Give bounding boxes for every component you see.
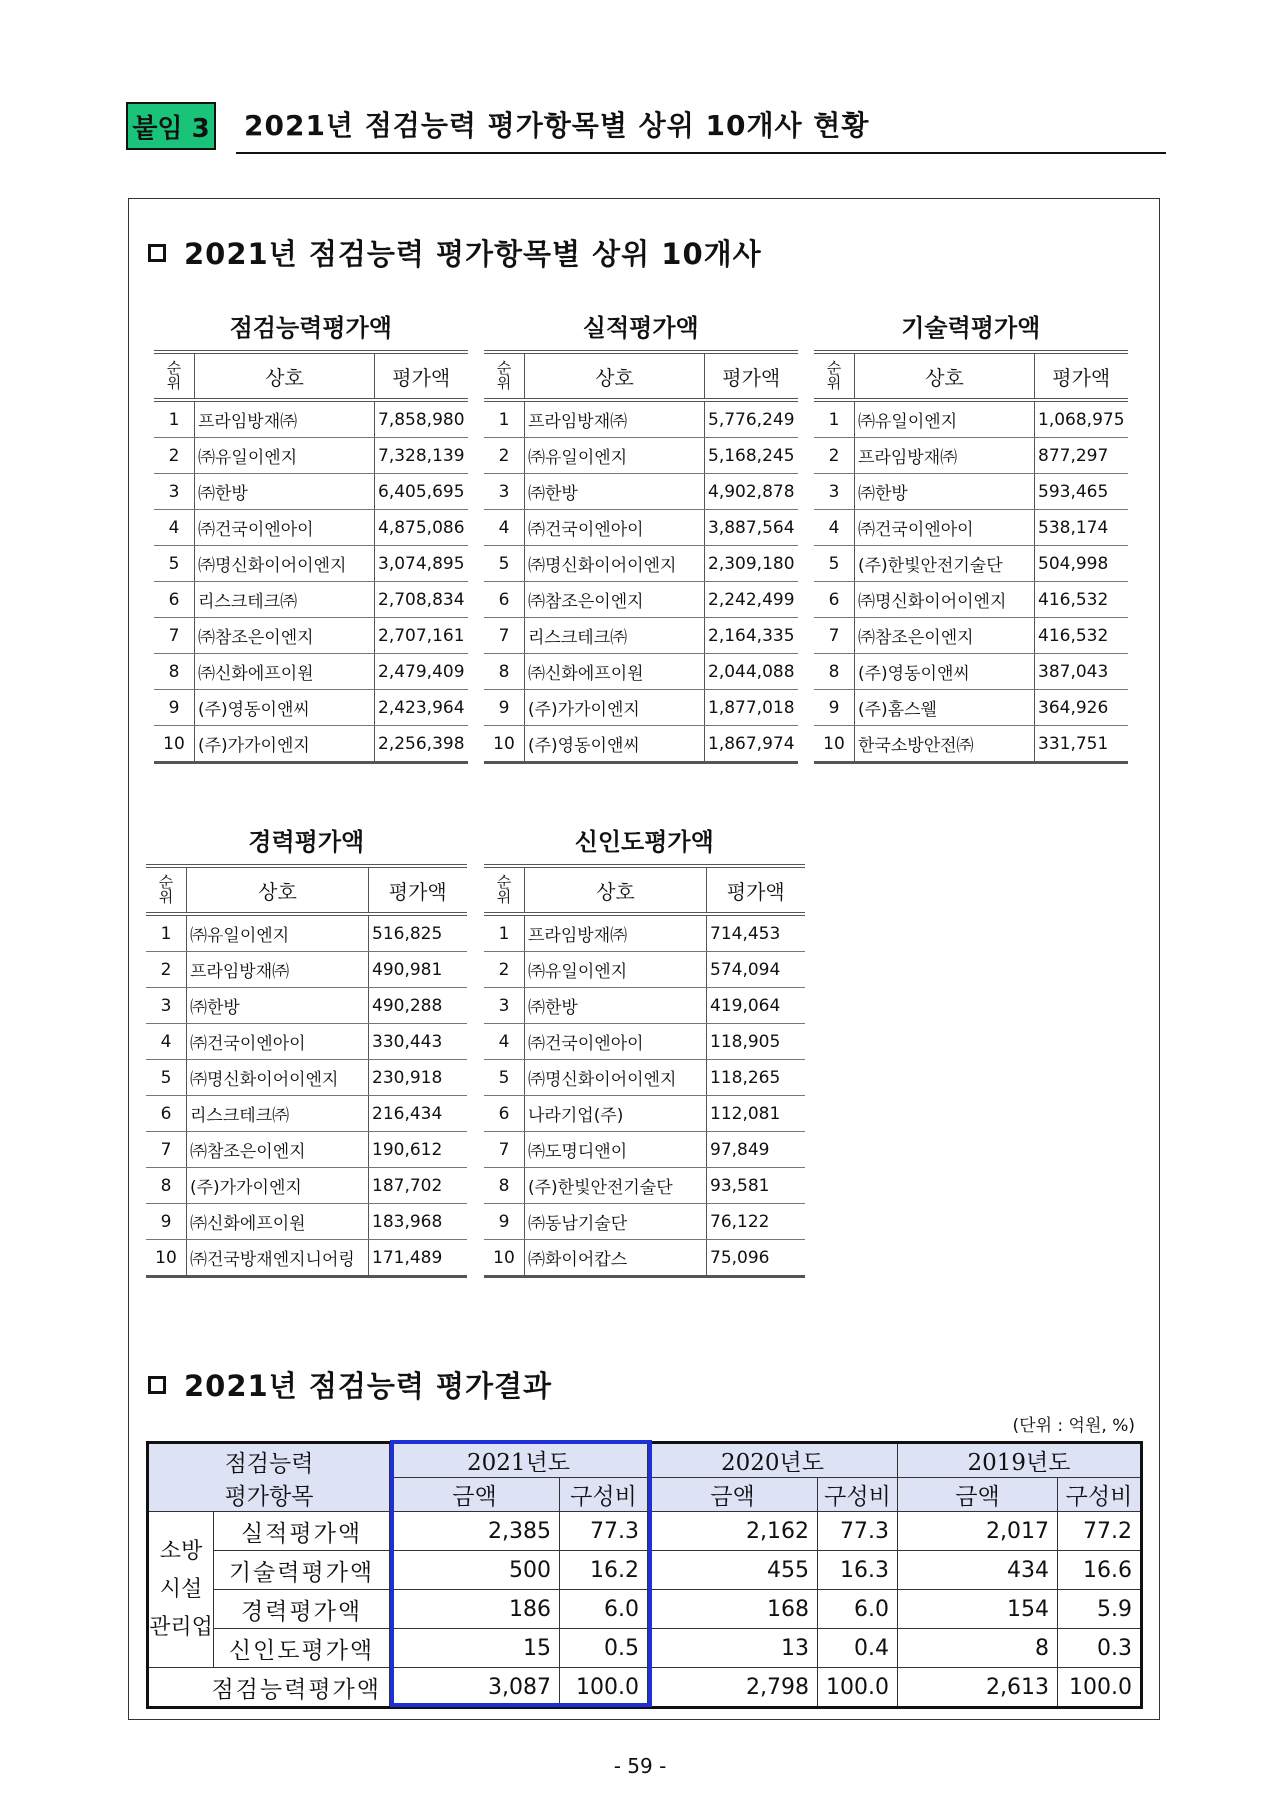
item-label: 점검능력평가액: [148, 1668, 390, 1708]
company-cell: (주)가가이엔지: [187, 1168, 369, 1204]
header-amount: 평가액: [1035, 352, 1128, 400]
header-amount: 평가액: [707, 866, 805, 914]
header-amount: 금액: [390, 1478, 560, 1512]
rank-cell: 2: [484, 952, 525, 988]
amount-cell: 2,309,180: [705, 546, 798, 582]
header-amount: 평가액: [705, 352, 798, 400]
company-cell: 프라임방재㈜: [195, 400, 375, 438]
rank-cell: 9: [154, 690, 195, 726]
section-title-results: [148, 1364, 552, 1405]
amount-cell: 118,265: [707, 1060, 805, 1096]
amount-cell: 8: [898, 1629, 1058, 1668]
company-cell: 한국소방안전㈜: [855, 726, 1035, 763]
section-title-top10: [148, 232, 762, 273]
rank-cell: 6: [814, 582, 855, 618]
ranking-performance: [484, 310, 798, 764]
rank-cell: 1: [814, 400, 855, 438]
header-amount: 금액: [648, 1478, 818, 1512]
rank-cell: 9: [484, 690, 525, 726]
company-cell: ㈜명신화이어이엔지: [187, 1060, 369, 1096]
ratio-cell: 77.3: [560, 1512, 648, 1551]
rank-cell: 6: [146, 1096, 187, 1132]
table-row: [146, 1096, 467, 1132]
results-table: [146, 1441, 1143, 1709]
company-cell: (주)영동이앤씨: [525, 726, 705, 763]
rank-cell: 10: [484, 726, 525, 763]
ratio-cell: 6.0: [818, 1590, 898, 1629]
amount-cell: 1,867,974: [705, 726, 798, 763]
company-cell: ㈜한방: [525, 474, 705, 510]
title-underline: [236, 152, 1166, 154]
page-header: [126, 102, 1166, 154]
amount-cell: 13: [648, 1629, 818, 1668]
rank-cell: 7: [484, 1132, 525, 1168]
company-cell: ㈜유일이엔지: [855, 400, 1035, 438]
rank-cell: 1: [484, 914, 525, 952]
rank-cell: 2: [484, 438, 525, 474]
amount-cell: 455: [648, 1551, 818, 1590]
table-row: [148, 1629, 1142, 1668]
rank-cell: 3: [146, 988, 187, 1024]
ratio-cell: 0.4: [818, 1629, 898, 1668]
table-row: [814, 654, 1128, 690]
rank-cell: 6: [154, 582, 195, 618]
table-row: [814, 618, 1128, 654]
table-row: [148, 1512, 1142, 1551]
table-row: [146, 1204, 467, 1240]
amount-cell: 230,918: [369, 1060, 467, 1096]
rank-cell: 2: [154, 438, 195, 474]
ratio-cell: 0.3: [1058, 1629, 1142, 1668]
rank-cell: 9: [146, 1204, 187, 1240]
rank-cell: 4: [154, 510, 195, 546]
amount-cell: 2,385: [390, 1512, 560, 1551]
rank-cell: 5: [484, 546, 525, 582]
amount-cell: 154: [898, 1590, 1058, 1629]
amount-cell: 516,825: [369, 914, 467, 952]
table-row: [146, 952, 467, 988]
ranking-table: [146, 864, 467, 1278]
amount-cell: 7,328,139: [375, 438, 468, 474]
table-row: [814, 474, 1128, 510]
rank-cell: 1: [154, 400, 195, 438]
amount-cell: 4,902,878: [705, 474, 798, 510]
rank-cell: 7: [154, 618, 195, 654]
table-row: [148, 1590, 1142, 1629]
company-cell: ㈜명신화이어이엔지: [195, 546, 375, 582]
amount-cell: 97,849: [707, 1132, 805, 1168]
amount-cell: 15: [390, 1629, 560, 1668]
rank-cell: 3: [154, 474, 195, 510]
company-cell: 프라임방재㈜: [187, 952, 369, 988]
amount-cell: 183,968: [369, 1204, 467, 1240]
header-year: 2021년도: [390, 1443, 648, 1478]
header-rank: 순 위: [146, 866, 187, 914]
ratio-cell: 77.2: [1058, 1512, 1142, 1551]
company-cell: ㈜동남기술단: [525, 1204, 707, 1240]
table-row: [146, 914, 467, 952]
company-cell: ㈜신화에프이원: [187, 1204, 369, 1240]
table-row: [484, 726, 798, 763]
rank-cell: 7: [484, 618, 525, 654]
ratio-cell: 77.3: [818, 1512, 898, 1551]
amount-cell: 574,094: [707, 952, 805, 988]
company-cell: ㈜한방: [855, 474, 1035, 510]
rank-cell: 6: [484, 1096, 525, 1132]
ranking-reliability: [484, 824, 805, 1278]
amount-cell: 593,465: [1035, 474, 1128, 510]
amount-cell: 490,981: [369, 952, 467, 988]
rank-cell: 10: [484, 1240, 525, 1277]
company-cell: (주)영동이앤씨: [855, 654, 1035, 690]
header-rank: 순 위: [484, 352, 525, 400]
header-rank: 순 위: [484, 866, 525, 914]
ratio-cell: 0.5: [560, 1629, 648, 1668]
rank-cell: 6: [484, 582, 525, 618]
group-label: 소방 시설 관리업: [148, 1512, 214, 1668]
table-row: [154, 438, 468, 474]
ratio-cell: 5.9: [1058, 1590, 1142, 1629]
results-table-wrap: [146, 1441, 1143, 1709]
amount-cell: 3,887,564: [705, 510, 798, 546]
company-cell: ㈜건국이엔아이: [525, 510, 705, 546]
company-cell: ㈜유일이엔지: [525, 438, 705, 474]
company-cell: (주)홈스웰: [855, 690, 1035, 726]
table-row: [146, 1168, 467, 1204]
company-cell: 프라임방재㈜: [525, 400, 705, 438]
ranking-technical: [814, 310, 1128, 764]
table-row: [154, 618, 468, 654]
table-row: [484, 654, 798, 690]
table-row: [814, 726, 1128, 763]
rank-cell: 1: [146, 914, 187, 952]
rank-cell: 10: [814, 726, 855, 763]
rank-cell: 10: [146, 1240, 187, 1277]
amount-cell: 112,081: [707, 1096, 805, 1132]
ratio-cell: 16.2: [560, 1551, 648, 1590]
rank-cell: 3: [484, 474, 525, 510]
header-company: 상호: [525, 352, 705, 400]
header-company: 상호: [525, 866, 707, 914]
amount-cell: 93,581: [707, 1168, 805, 1204]
amount-cell: 190,612: [369, 1132, 467, 1168]
rank-cell: 4: [484, 510, 525, 546]
table-row: [146, 988, 467, 1024]
amount-cell: 330,443: [369, 1024, 467, 1060]
company-cell: ㈜참조은이엔지: [525, 582, 705, 618]
amount-cell: 3,074,895: [375, 546, 468, 582]
table-row: [146, 1024, 467, 1060]
rank-cell: 5: [154, 546, 195, 582]
rank-cell: 5: [146, 1060, 187, 1096]
company-cell: ㈜명신화이어이엔지: [525, 546, 705, 582]
rank-cell: 7: [814, 618, 855, 654]
company-cell: ㈜한방: [525, 988, 707, 1024]
ratio-cell: 100.0: [1058, 1668, 1142, 1708]
amount-cell: 2,162: [648, 1512, 818, 1551]
ratio-cell: 6.0: [560, 1590, 648, 1629]
table-row: [484, 400, 798, 438]
ratio-cell: 100.0: [560, 1668, 648, 1708]
amount-cell: 3,087: [390, 1668, 560, 1708]
header-rank: 순 위: [154, 352, 195, 400]
amount-cell: 1,877,018: [705, 690, 798, 726]
amount-cell: 500: [390, 1551, 560, 1590]
company-cell: ㈜참조은이엔지: [195, 618, 375, 654]
company-cell: 리스크테크㈜: [187, 1096, 369, 1132]
header-rank: 순 위: [814, 352, 855, 400]
rank-cell: 7: [146, 1132, 187, 1168]
amount-cell: 364,926: [1035, 690, 1128, 726]
rank-cell: 5: [484, 1060, 525, 1096]
ranking-table: [814, 350, 1128, 764]
rank-cell: 9: [814, 690, 855, 726]
rank-cell: 5: [814, 546, 855, 582]
header-ratio: 구성비: [560, 1478, 648, 1512]
ratio-cell: 16.3: [818, 1551, 898, 1590]
amount-cell: 416,532: [1035, 618, 1128, 654]
ranking-inspection-total: [154, 310, 468, 764]
rank-cell: 1: [484, 400, 525, 438]
rank-cell: 4: [484, 1024, 525, 1060]
header-company: 상호: [187, 866, 369, 914]
amount-cell: 2,164,335: [705, 618, 798, 654]
ranking-title: 경력평가액: [248, 828, 365, 856]
rank-cell: 3: [484, 988, 525, 1024]
header-amount: 평가액: [375, 352, 468, 400]
table-row: [814, 582, 1128, 618]
table-row: [814, 546, 1128, 582]
amount-cell: 2,017: [898, 1512, 1058, 1551]
amount-cell: 416,532: [1035, 582, 1128, 618]
company-cell: ㈜유일이엔지: [525, 952, 707, 988]
item-label: 경력평가액: [214, 1590, 390, 1629]
table-row: [146, 1132, 467, 1168]
amount-cell: 216,434: [369, 1096, 467, 1132]
amount-cell: 75,096: [707, 1240, 805, 1277]
table-row: [484, 952, 805, 988]
table-row: [148, 1551, 1142, 1590]
amount-cell: 186: [390, 1590, 560, 1629]
table-row: [484, 1168, 805, 1204]
company-cell: ㈜한방: [195, 474, 375, 510]
amount-cell: 1,068,975: [1035, 400, 1128, 438]
item-label: 실적평가액: [214, 1512, 390, 1551]
checkbox-bullet-icon: [148, 1376, 166, 1394]
amount-cell: 7,858,980: [375, 400, 468, 438]
company-cell: ㈜참조은이엔지: [187, 1132, 369, 1168]
company-cell: 리스크테크㈜: [195, 582, 375, 618]
amount-cell: 490,288: [369, 988, 467, 1024]
table-row: [484, 1204, 805, 1240]
header-amount: 평가액: [369, 866, 467, 914]
amount-cell: 2,798: [648, 1668, 818, 1708]
table-row: [146, 1060, 467, 1096]
ranking-table: [484, 350, 798, 764]
rank-cell: 8: [154, 654, 195, 690]
table-row: [484, 1096, 805, 1132]
company-cell: ㈜유일이엔지: [187, 914, 369, 952]
attachment-tag: 붙임 3: [126, 102, 216, 150]
rank-cell: 3: [814, 474, 855, 510]
table-row: [154, 510, 468, 546]
rank-cell: 2: [814, 438, 855, 474]
ranking-career: [146, 824, 467, 1278]
table-row: [484, 546, 798, 582]
company-cell: (주)가가이엔지: [195, 726, 375, 763]
amount-cell: 5,776,249: [705, 400, 798, 438]
amount-cell: 2,242,499: [705, 582, 798, 618]
amount-cell: 5,168,245: [705, 438, 798, 474]
table-row: [484, 1024, 805, 1060]
table-row: [154, 726, 468, 763]
header-year: 2019년도: [898, 1443, 1142, 1478]
rank-cell: 4: [814, 510, 855, 546]
company-cell: ㈜신화에프이원: [195, 654, 375, 690]
amount-cell: 6,405,695: [375, 474, 468, 510]
table-row: [484, 510, 798, 546]
amount-cell: 76,122: [707, 1204, 805, 1240]
company-cell: ㈜건국이엔아이: [855, 510, 1035, 546]
company-cell: ㈜건국이엔아이: [187, 1024, 369, 1060]
rank-cell: 10: [154, 726, 195, 763]
item-label: 신인도평가액: [214, 1629, 390, 1668]
amount-cell: 538,174: [1035, 510, 1128, 546]
table-row: [484, 1060, 805, 1096]
table-row: [814, 438, 1128, 474]
table-row: [484, 438, 798, 474]
page-title: 2021년 점검능력 평가항목별 상위 10개사 현황: [244, 109, 870, 142]
company-cell: ㈜신화에프이원: [525, 654, 705, 690]
table-row: [484, 474, 798, 510]
header-ratio: 구성비: [818, 1478, 898, 1512]
company-cell: 나라기업(주): [525, 1096, 707, 1132]
table-row: [146, 1240, 467, 1277]
table-row: [484, 582, 798, 618]
amount-cell: 2,423,964: [375, 690, 468, 726]
company-cell: (주)한빛안전기술단: [855, 546, 1035, 582]
company-cell: ㈜건국이엔아이: [525, 1024, 707, 1060]
company-cell: (주)한빛안전기술단: [525, 1168, 707, 1204]
table-row: [154, 546, 468, 582]
company-cell: ㈜참조은이엔지: [855, 618, 1035, 654]
ranking-title: 기술력평가액: [901, 314, 1041, 342]
amount-cell: 877,297: [1035, 438, 1128, 474]
table-row: [484, 1132, 805, 1168]
table-row: [814, 510, 1128, 546]
ranking-table: [154, 350, 468, 764]
amount-cell: 2,479,409: [375, 654, 468, 690]
ranking-title: 점검능력평가액: [229, 314, 392, 342]
rank-cell: 8: [814, 654, 855, 690]
rank-cell: 2: [146, 952, 187, 988]
header-company: 상호: [855, 352, 1035, 400]
amount-cell: 504,998: [1035, 546, 1128, 582]
rank-cell: 8: [146, 1168, 187, 1204]
amount-cell: 2,256,398: [375, 726, 468, 763]
table-row: [814, 400, 1128, 438]
amount-cell: 331,751: [1035, 726, 1128, 763]
header-company: 상호: [195, 352, 375, 400]
company-cell: ㈜명신화이어이엔지: [525, 1060, 707, 1096]
unit-label: (단위 : 억원, %): [1012, 1416, 1135, 1436]
amount-cell: 419,064: [707, 988, 805, 1024]
amount-cell: 714,453: [707, 914, 805, 952]
table-row: [154, 474, 468, 510]
page-number: - 59 -: [613, 1754, 667, 1778]
amount-cell: 387,043: [1035, 654, 1128, 690]
table-row: [154, 400, 468, 438]
header-year: 2020년도: [648, 1443, 898, 1478]
company-cell: ㈜도명디앤이: [525, 1132, 707, 1168]
amount-cell: 118,905: [707, 1024, 805, 1060]
table-row: [484, 914, 805, 952]
amount-cell: 2,707,161: [375, 618, 468, 654]
section-title-text: 2021년 점검능력 평가항목별 상위 10개사: [184, 237, 762, 271]
rank-cell: 9: [484, 1204, 525, 1240]
amount-cell: 187,702: [369, 1168, 467, 1204]
company-cell: (주)가가이엔지: [525, 690, 705, 726]
company-cell: ㈜건국이엔아이: [195, 510, 375, 546]
amount-cell: 434: [898, 1551, 1058, 1590]
table-row: [154, 654, 468, 690]
amount-cell: 2,613: [898, 1668, 1058, 1708]
ranking-table: [484, 864, 805, 1278]
amount-cell: 4,875,086: [375, 510, 468, 546]
checkbox-bullet-icon: [148, 244, 166, 262]
company-cell: (주)영동이앤씨: [195, 690, 375, 726]
rank-cell: 8: [484, 1168, 525, 1204]
company-cell: ㈜화이어캅스: [525, 1240, 707, 1277]
amount-cell: 171,489: [369, 1240, 467, 1277]
amount-cell: 2,044,088: [705, 654, 798, 690]
table-row: [814, 690, 1128, 726]
header-item: 점검능력 평가항목: [148, 1443, 390, 1512]
company-cell: ㈜건국방재엔지니어링: [187, 1240, 369, 1277]
amount-cell: 168: [648, 1590, 818, 1629]
ranking-title: 실적평가액: [582, 314, 699, 342]
company-cell: 프라임방재㈜: [855, 438, 1035, 474]
ratio-cell: 100.0: [818, 1668, 898, 1708]
table-row: [154, 582, 468, 618]
company-cell: ㈜명신화이어이엔지: [855, 582, 1035, 618]
table-row: [148, 1668, 1142, 1708]
ratio-cell: 16.6: [1058, 1551, 1142, 1590]
table-row: [484, 618, 798, 654]
amount-cell: 2,708,834: [375, 582, 468, 618]
company-cell: ㈜유일이엔지: [195, 438, 375, 474]
ranking-title: 신인도평가액: [574, 828, 714, 856]
table-row: [484, 690, 798, 726]
header-ratio: 구성비: [1058, 1478, 1142, 1512]
company-cell: 리스크테크㈜: [525, 618, 705, 654]
header-amount: 금액: [898, 1478, 1058, 1512]
section-title-text: 2021년 점검능력 평가결과: [184, 1369, 553, 1403]
table-row: [154, 690, 468, 726]
table-row: [484, 1240, 805, 1277]
company-cell: ㈜한방: [187, 988, 369, 1024]
company-cell: 프라임방재㈜: [525, 914, 707, 952]
table-row: [484, 988, 805, 1024]
item-label: 기술력평가액: [214, 1551, 390, 1590]
rank-cell: 8: [484, 654, 525, 690]
rank-cell: 4: [146, 1024, 187, 1060]
